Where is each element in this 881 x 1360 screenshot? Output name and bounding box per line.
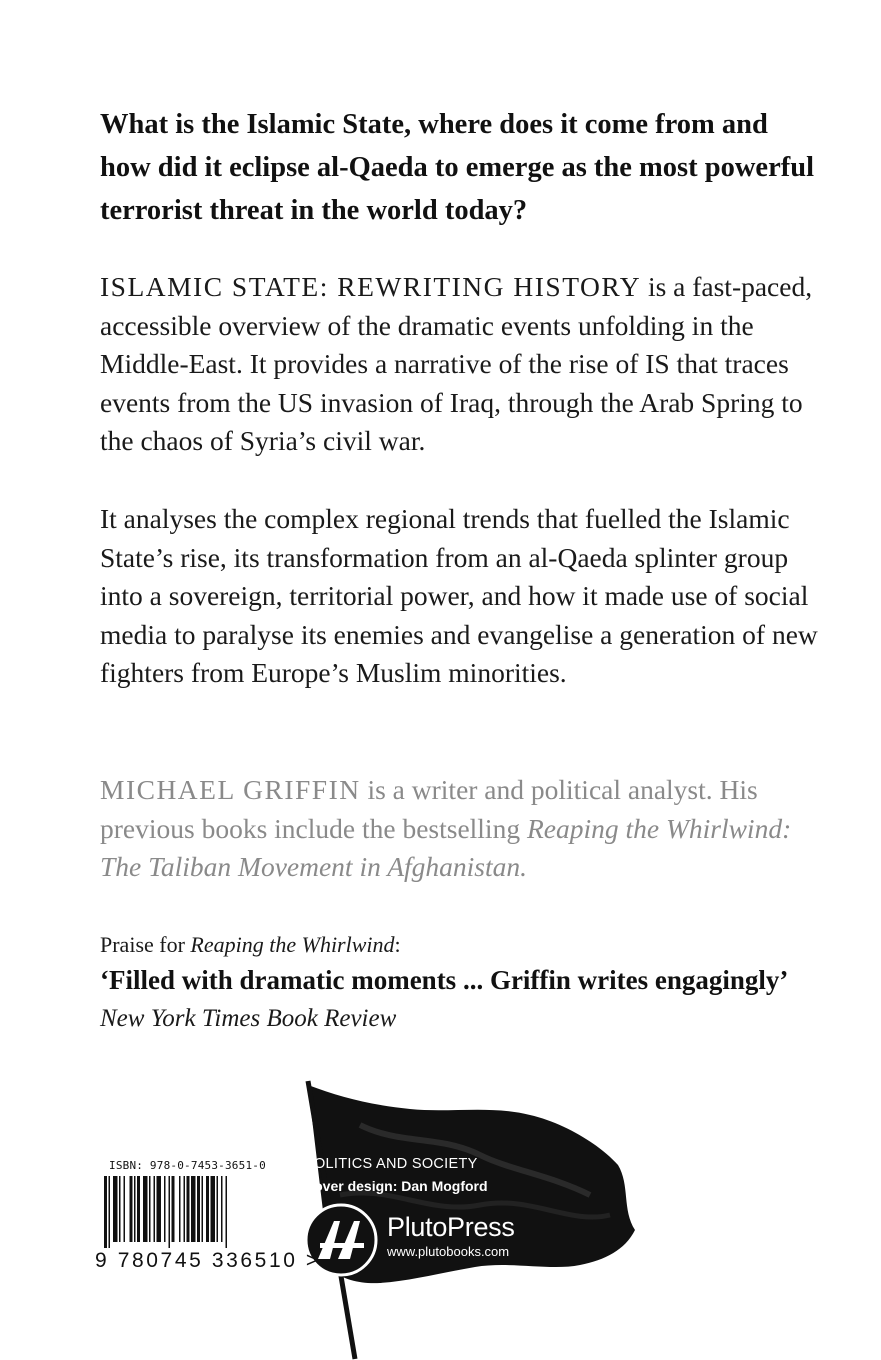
barcode-bar <box>157 1176 162 1242</box>
barcode-bar <box>172 1176 175 1242</box>
praise-intro-title: Reaping the Whirlwind <box>190 932 395 957</box>
author-bio-end: . <box>520 851 528 882</box>
barcode-bar <box>149 1176 151 1242</box>
praise-quote: ‘Filled with dramatic moments ... Griffin writes engagingly’ <box>100 965 789 995</box>
barcode-bar <box>164 1176 166 1242</box>
praise-intro-text: Praise for <box>100 932 191 957</box>
barcode-bar <box>137 1176 140 1242</box>
barcode-bar <box>130 1176 133 1242</box>
author-name-caps: MICHAEL GRIFFIN <box>100 774 361 805</box>
book-description <box>100 268 820 461</box>
barcode-bar <box>124 1176 126 1242</box>
author-bio-text: is a writer and political analyst. His previous books include the bestselling <box>100 774 758 844</box>
isbn-label: ISBN: 978-0-7453-3651-0 <box>109 1159 266 1172</box>
barcode-bar <box>109 1176 111 1248</box>
publisher-name: PlutoPress <box>387 1212 515 1242</box>
barcode-bar <box>226 1176 228 1248</box>
book-description-text: is a fast-paced, accessible overview of the dramatic events unfolding in the Middle-East. It provides a narrative of the rise of IS that traces events from the US invasion of Iraq, through the Arab Spring to the chaos of Syria’s civil war. <box>100 271 813 456</box>
barcode <box>104 1176 260 1248</box>
barcode-bar <box>202 1176 204 1242</box>
praise-intro <box>100 932 401 958</box>
barcode-bar <box>187 1176 190 1242</box>
praise-intro-end: : <box>394 932 401 957</box>
barcode-bar <box>104 1176 107 1248</box>
barcode-bar <box>184 1176 186 1242</box>
series-label: POLITICS AND SOCIETY <box>304 1156 478 1172</box>
cover-design-credit: Cover design: Dan Mogford <box>304 1178 488 1194</box>
barcode-bar <box>211 1176 216 1242</box>
lead-question: What is the Islamic State, where does it come from and how did it eclipse al-Qaeda to emerge as the most powerful terrorist threat in the world today? <box>100 109 814 226</box>
isbn-digits: 9 780745 336510 > <box>95 1249 321 1272</box>
barcode-bar <box>113 1176 118 1242</box>
barcode-bar <box>119 1176 121 1242</box>
barcode-bar <box>179 1176 181 1242</box>
barcode-bar <box>206 1176 209 1242</box>
barcode-bar <box>221 1176 223 1242</box>
barcode-bar <box>217 1176 219 1242</box>
book-title-caps: ISLAMIC STATE: REWRITING HISTORY <box>100 271 642 302</box>
author-bio <box>100 771 820 887</box>
previous-book-title: Reaping the Whirlwind: The Taliban Movement in Afghanistan <box>100 812 792 882</box>
publisher-url: www.plutobooks.com <box>387 1244 510 1259</box>
barcode-bar <box>134 1176 136 1242</box>
praise-source: New York Times Book Review <box>100 1005 397 1032</box>
barcode-bar <box>143 1176 148 1242</box>
barcode-bar <box>197 1176 200 1242</box>
barcode-bar <box>154 1176 156 1242</box>
barcode-bar <box>191 1176 196 1242</box>
book-analysis: It analyses the complex regional trends that fuelled the Islamic State’s rise, its transformation from an al-Qaeda splinter group into a sovereign, territorial power, and how it made use of social media to paralyse its enemies and evangelise a generation of new fighters from Europe’s Muslim minorities. <box>100 503 818 688</box>
barcode-bar <box>169 1176 171 1248</box>
